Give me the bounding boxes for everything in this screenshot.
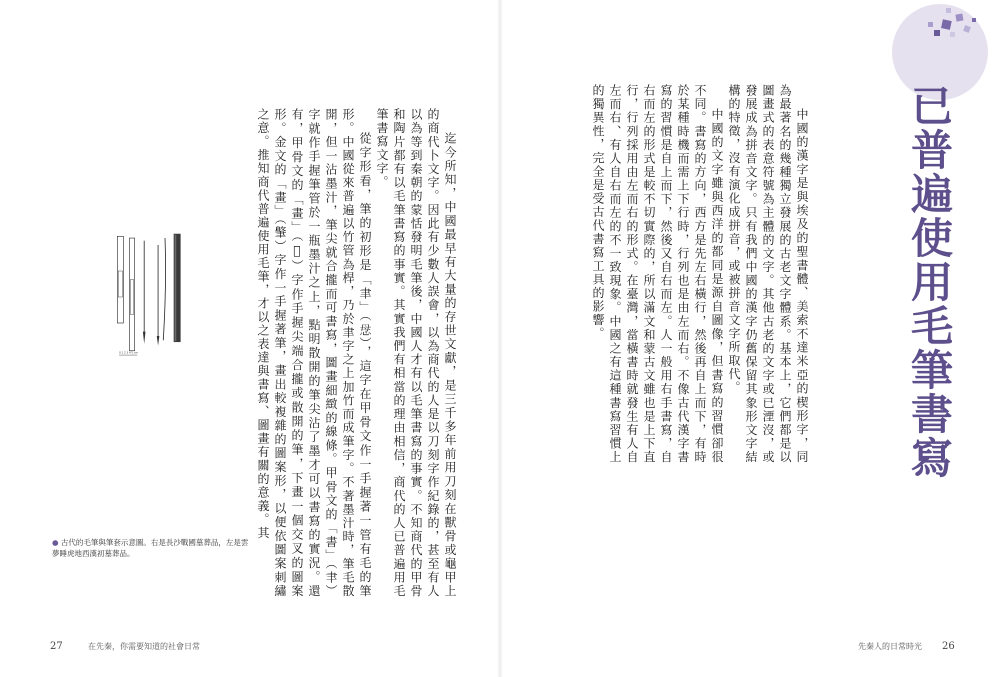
- paragraph: 迄今所知，中國最早有大量的存世文獻，是三千多年前用刀刻在獸骨或龜甲上的商代卜文字。因此有少數人誤會，以為商代的人是以刀刻字作紀錄的，甚至有人以為等到秦朝的蒙恬發明毛筆後，中國人才有以毛筆書寫的事實。不知商代的甲骨和陶片都有以毛筆書寫的事實。其實我們有相當的理由相信，商代的人已普遍用毛筆書寫文字。: [375, 108, 457, 598]
- paragraph: 從字形看，筆的初形是「聿」（𢘓），這字在甲骨文作一手握著一管有毛的筆形。中國從來普遍以竹管為桿，乃於聿字之上加竹而成筆字。不著墨汁時，筆毛散開，但一沾墨汁，筆尖就合攏而可書寫，圖畫細緻的線條。甲骨文的「書」（𦘒）字就作手握筆管於一瓶墨汁之上，點明散開的筆尖沾了墨才可以書寫的實況。還有，甲骨文的「畫」（𤰔）字作手握尖端合攏或散開的筆，下畫一個交叉的圖案形。金文的「畫」（𦘦）字作一手握著筆，畫出較複雜的圖案形，以便依圖案刺繡之意。推知商代普遍使用毛筆，才以之表達與書寫、圖畫有關的意義。其: [256, 108, 372, 598]
- running-head: 在先秦，你需要知道的社會日常: [88, 642, 200, 651]
- page-number: 26: [942, 641, 955, 652]
- running-head: 先秦人的日常時光: [858, 642, 922, 651]
- figure-caption: [52, 537, 252, 559]
- paragraph: 中國的漢字是與埃及的聖書體、美索不達米亞的楔形字，同為最著名的幾種獨立發展的古老文字體系。基本上，它們都是以圖畫式的表意符號為主體的文字。其他古老的文字或已湮沒，或發展成為拼音文字。只有我們中國的漢字仍舊保留其象形文字結構的特徵，沒有演化成拼音，或被拼音文字所取代。: [727, 84, 809, 464]
- left-body-text-top: [258, 108, 458, 598]
- caption-text: 古代的毛筆與筆套示意圖。右是長沙戰國墓葬品，左是雲夢睡虎地西漢初墓葬品。: [52, 538, 249, 558]
- page-number: 27: [50, 641, 63, 652]
- right-body-text: [572, 84, 810, 464]
- book-gutter: [497, 0, 503, 677]
- brush-illustration: [62, 232, 242, 362]
- figure-scale-label: 0 1 2 3 4 5 cm: [119, 351, 138, 355]
- caption-bullet: ●: [52, 538, 59, 547]
- chapter-title: 已普遍使用毛筆書寫: [905, 84, 954, 480]
- paragraph: 中國的文字雖與西洋的都同是源自圖像，但書寫的習慣卻很不同。書寫的方向，西方是先左右橫行，然後再自上而下，有時於某種時機而需上下行時，行列也是由左而右。不像古代漢字書寫的習慣是自上而下，然後又自右而左。人一般用右手書寫，自右而左的形式是較不切實際的，所以滿文和蒙古文雖也是上下直行，行列採用由左而右的形式。在臺灣，當橫書時就發生有人自左而右、有人自右而左的不一致現象。中國之有這種書寫習慣上的獨異性，完全是受古代書寫工具的影響。: [591, 84, 724, 464]
